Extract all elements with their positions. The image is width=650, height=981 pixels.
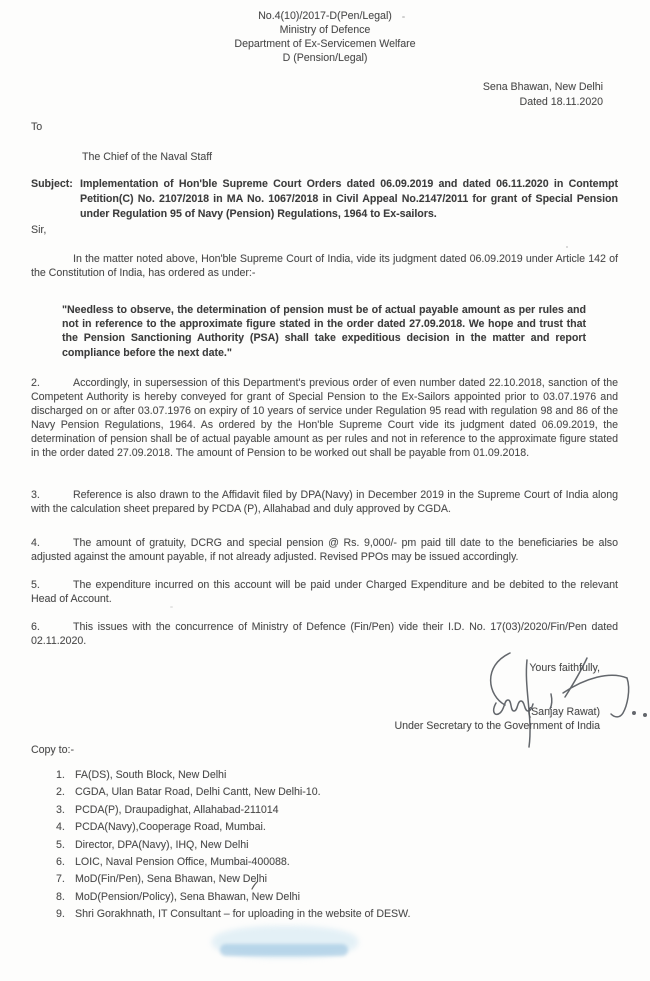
copy-item xyxy=(56,856,596,873)
copy-to-label: Copy to:- xyxy=(31,744,74,756)
signatory-name: (Sanjay Rawat) xyxy=(527,706,600,718)
copy-item-text: PCDA(Navy),Cooperage Road, Mumbai. xyxy=(75,821,266,834)
copy-item xyxy=(56,839,596,856)
reference-number: No.4(10)/2017-D(Pen/Legal) xyxy=(258,10,392,22)
copy-item-text: Director, DPA(Navy), IHQ, New Delhi xyxy=(75,838,249,851)
copy-item-number: 8. xyxy=(56,890,65,903)
scan-smudge xyxy=(212,926,358,958)
paragraph-4 xyxy=(31,537,618,565)
copy-item xyxy=(56,908,596,925)
copy-item xyxy=(56,769,596,786)
org-line-department: Department of Ex-Servicemen Welfare xyxy=(234,38,416,50)
copy-item-number: 5. xyxy=(56,838,65,851)
copy-item-number: 3. xyxy=(56,803,65,816)
paragraph-3 xyxy=(31,489,618,517)
copy-item-text: CGDA, Ulan Batar Road, Delhi Cantt, New Delhi-10. xyxy=(75,786,321,799)
copy-item-number: 4. xyxy=(56,821,65,834)
copy-item xyxy=(56,821,596,838)
copy-item xyxy=(56,891,596,908)
copy-item-text: MoD(Fin/Pen), Sena Bhawan, New Delhi xyxy=(75,873,267,886)
paragraph-6 xyxy=(31,621,618,649)
salutation: Sir, xyxy=(31,224,47,236)
place-date-block xyxy=(483,80,603,110)
court-order-quote: "Needless to observe, the determination of pension must be of actual payable amount as per rules and not in reference to the approximate figure stated in the order dated 27.09.2018. We hope and trust that the Pension Sanctioning Authority (PSA) shall take expeditious decision in the matter and report compliance before the next date." xyxy=(62,304,586,359)
letterhead xyxy=(0,9,650,65)
copy-item-number: 2. xyxy=(56,786,65,799)
paragraph-5 xyxy=(31,579,618,607)
scan-smudge-core xyxy=(220,944,348,956)
paragraph-text: The expenditure incurred on this account will be paid under Charged Expenditure and be debited to the relevant Head of Account. xyxy=(31,579,618,605)
signatory-title: Under Secretary to the Government of India xyxy=(394,720,600,732)
paragraph-number: 2. xyxy=(31,377,40,389)
paragraph-2 xyxy=(31,377,618,460)
copy-item-number: 7. xyxy=(56,873,65,886)
paragraph-text: This issues with the concurrence of Ministry of Defence (Fin/Pen) vide their I.D. No. 17(03)/2020/Fin/Pen dated 02.11.2020. xyxy=(31,621,618,647)
copy-item-text: PCDA(P), Draupadighat, Allahabad-211014 xyxy=(75,803,279,816)
paragraph-number: 5. xyxy=(31,579,40,591)
to-label: To xyxy=(31,121,43,133)
paragraph-text: Reference is also drawn to the Affidavit filed by DPA(Navy) in December 2019 in the Supreme Court of India along with the calculation sheet prepared by PCDA (P), Allahabad and duly approved by CGDA. xyxy=(31,489,618,515)
scan-speck xyxy=(170,606,173,608)
copy-item-text: LOIC, Naval Pension Office, Mumbai-400088. xyxy=(75,855,290,868)
paragraph-number: 3. xyxy=(31,489,40,501)
copy-item-text: FA(DS), South Block, New Delhi xyxy=(75,769,227,781)
pen-tick-mark-icon xyxy=(249,878,259,892)
paragraph-text: The amount of gratuity, DCRG and special pension @ Rs. 9,000/- pm paid till date to the beneficiaries be also adjusted against the amount payable, if not already adjusted. Revised PPOs may be issued accordingly. xyxy=(31,537,618,563)
copy-item xyxy=(56,804,596,821)
paragraph-text: Accordingly, in supersession of this Department's previous order of even number dated 22.10.2018, sanction of the Competent Authority is hereby conveyed for grant of Special Pension to the Ex-Sailors appointed prior to 03.07.1976 and discharged on or after 03.07.1976 on expiry of 10 years of service under Regulation 95 read with regulation 98 and 86 of the Navy Pension Regulations, 1964. As ordered by the Hon'ble Supreme Court vide its judgment dated 06.09.2019, the determination of pension shall be of actual payable amount as per rules and not in reference to the approximate figure stated in the order dated 27.09.2018. The amount of Pension to be worked out shall be payable from 01.09.2018. xyxy=(31,377,618,459)
addressee: The Chief of the Naval Staff xyxy=(82,151,212,163)
place-line: Sena Bhawan, New Delhi xyxy=(482,81,603,93)
copy-item-text: Shri Gorakhnath, IT Consultant – for uploading in the website of DESW. xyxy=(75,908,411,921)
scan-speck xyxy=(402,16,405,18)
copy-item xyxy=(56,873,596,890)
org-line-ministry: Ministry of Defence xyxy=(279,24,371,36)
copy-item xyxy=(56,786,596,803)
copy-item-text: MoD(Pension/Policy), Sena Bhawan, New Delhi xyxy=(75,890,300,903)
org-line-division: D (Pension/Legal) xyxy=(282,52,368,64)
copy-list xyxy=(56,769,596,926)
closing-salutation: Yours faithfully, xyxy=(529,662,600,674)
subject-block xyxy=(31,177,618,223)
copy-item-number: 6. xyxy=(56,855,65,868)
copy-item-number: 9. xyxy=(56,908,65,921)
date-line: Dated 18.11.2020 xyxy=(519,96,603,108)
paragraph-number: 4. xyxy=(31,537,40,549)
handwritten-signature-icon xyxy=(420,648,650,758)
scan-speck xyxy=(566,246,568,248)
paragraph-1: In the matter noted above, Hon'ble Supreme Court of India, vide its judgment dated 06.09.2019 under Article 142 of the Constitution of India, has ordered as under:- xyxy=(31,253,618,279)
subject-label: Subject: xyxy=(31,178,73,190)
subject-text: Implementation of Hon'ble Supreme Court Orders dated 06.09.2019 and dated 06.11.2020 in Contempt Petition(C) No. 2107/2018 in MA No. 1067/2018 in Civil Appeal No.2147/2011 for grant of Special Pension under Regulation 95 of Navy (Pension) Regulations, 1964 to Ex-sailors. xyxy=(80,178,618,221)
paragraph-number: 6. xyxy=(31,621,40,633)
copy-item-number: 1. xyxy=(56,769,65,781)
